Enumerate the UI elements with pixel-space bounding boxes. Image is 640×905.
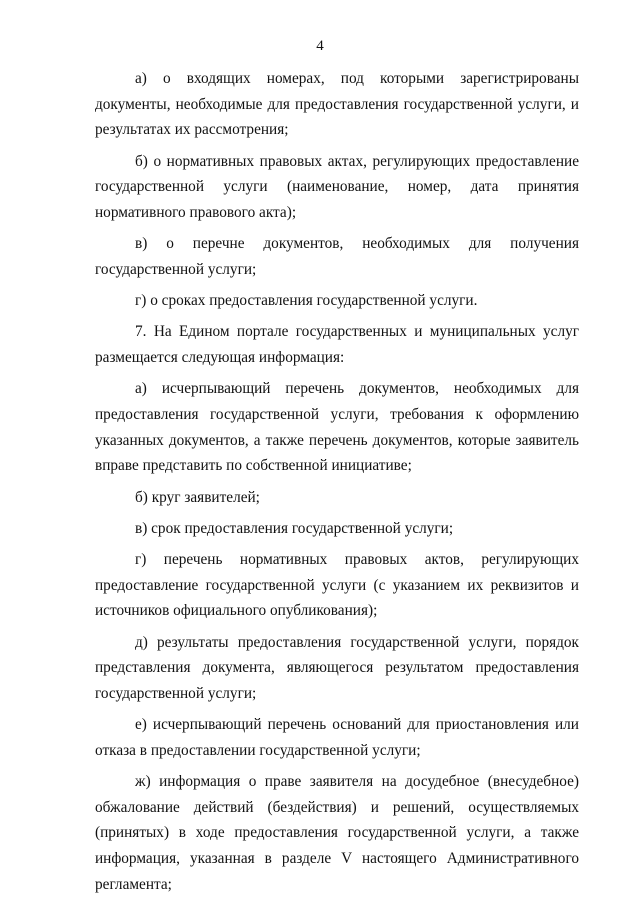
paragraph-g-legal-acts: г) перечень нормативных правовых актов, регулирующих предоставление государственной услуги (с указанием их реквизитов и источников официального опубликования); [95, 550, 579, 620]
paragraph-b-normative-acts: б) о нормативных правовых актах, регулирующих предоставление государственной услуги (наименование, номер, дата принятия нормативного правового акта); [95, 152, 579, 222]
paragraph-g-service-terms: г) о сроках предоставления государственной услуги. [135, 292, 478, 310]
paragraph-d-service-results: д) результаты предоставления государственной услуги, порядок представления документа, являющегося результатом предоставления государственной услуги; [95, 633, 579, 702]
paragraph-zh-appeal-rights: ж) информация о праве заявителя на досудебное (внесудебное) обжалование действий (бездействия) и решений, осуществляемых (принятых) в ходе предоставления государственной услуги, а также информация, указанная в разделе V настоящего Административного регламента; [95, 773, 579, 893]
document-body [95, 66, 579, 903]
paragraph-a-incoming-numbers: а) о входящих номерах, под которыми зарегистрированы документы, необходимые для предоставления государственной услуги, и результатах их рассмотрения; [95, 70, 579, 139]
paragraph-b-applicants: б) круг заявителей; [135, 488, 260, 506]
paragraph-7-portal-info: 7. На Едином портале государственных и муниципальных услуг размещается следующая информация: [95, 323, 579, 367]
page-number: 4 [316, 38, 324, 54]
paragraph-v-documents-list: в) о перечне документов, необходимых для получения государственной услуги; [95, 235, 579, 278]
paragraph-e-suspension-grounds: е) исчерпывающий перечень оснований для приостановления или отказа в предоставлении государственной услуги; [95, 716, 579, 759]
paragraph-a-exhaustive-list: а) исчерпывающий перечень документов, необходимых для предоставления государственной услуги, требования к оформлению указанных документов, а также перечень документов, которые заявитель вправе представить по собственной инициативе; [95, 380, 579, 475]
paragraph-v-service-period: в) срок предоставления государственной услуги; [135, 519, 454, 537]
